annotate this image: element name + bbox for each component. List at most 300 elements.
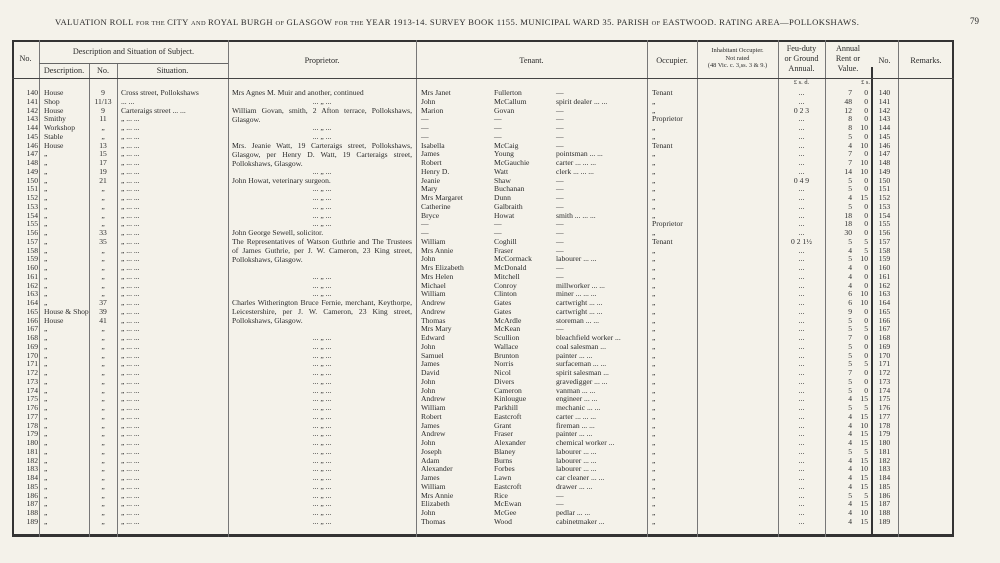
description-cell: House & Shop xyxy=(44,306,89,316)
tenant-occupation: cartwright ... ... xyxy=(556,298,603,307)
feu-duty-cell: ... xyxy=(798,350,805,360)
tenant-occupation: — xyxy=(556,499,564,509)
tenant-surname: Howat xyxy=(494,210,515,220)
rent-shillings-cell: 10 xyxy=(860,158,868,167)
description-cell: „ xyxy=(44,438,48,447)
description-cell: „ xyxy=(44,508,48,517)
occupier-cell: „ xyxy=(652,210,656,220)
rent-pounds-cell: 30 xyxy=(844,228,852,237)
table-row xyxy=(0,132,1000,141)
tenant-surname: Forbes xyxy=(494,464,515,474)
rent-pounds-cell: 12 xyxy=(844,105,852,115)
row-number: 161 xyxy=(26,271,38,281)
tenant-first-name: Samuel xyxy=(421,350,444,360)
rent-pounds-cell: 4 xyxy=(848,481,852,491)
subject-number-cell: 35 xyxy=(99,236,107,246)
tenant-first-name: Mary xyxy=(421,184,438,194)
occupier-cell: „ xyxy=(652,516,656,526)
situation-cell: „ ... ... xyxy=(121,271,140,281)
row-number: 150 xyxy=(26,175,38,185)
description-cell: „ xyxy=(44,446,48,456)
subject-number-cell: „ xyxy=(101,508,105,517)
occupier-cell: „ xyxy=(652,376,656,386)
tenant-surname: Wood xyxy=(494,516,512,526)
header-line: Rent or xyxy=(835,54,861,63)
description-cell: „ xyxy=(44,420,48,430)
rent-shillings-cell: 0 xyxy=(864,341,868,351)
row-number-right: 167 xyxy=(878,324,891,334)
occupier-cell: „ xyxy=(652,175,656,185)
occupier-cell: „ xyxy=(652,481,656,491)
table-row xyxy=(0,517,1000,526)
header-line: Not rated xyxy=(725,54,750,62)
table-row xyxy=(0,368,1000,377)
rent-shillings-cell: 0 xyxy=(864,131,868,141)
header-line: Value. xyxy=(837,64,859,73)
occupier-cell: „ xyxy=(652,131,656,141)
description-cell: „ xyxy=(44,490,48,500)
tenant-surname: Brunton xyxy=(494,350,519,360)
tenant-surname: Blaney xyxy=(494,446,516,456)
tenant-first-name: Marion xyxy=(421,105,444,115)
subject-number-cell: „ xyxy=(101,464,105,474)
description-cell: „ xyxy=(44,394,48,404)
tenant-surname: Lawn xyxy=(494,473,512,482)
row-number-right: 147 xyxy=(878,149,891,159)
situation-cell: „ ... ... xyxy=(121,228,140,237)
tenant-first-name: James xyxy=(421,473,440,482)
tenant-surname: Scullion xyxy=(494,333,520,342)
rent-shillings-cell: 0 xyxy=(864,114,868,124)
subject-number-cell: „ xyxy=(101,359,105,369)
rent-shillings-cell: 0 xyxy=(864,385,868,395)
occupier-cell: „ xyxy=(652,341,656,351)
table-row xyxy=(0,421,1000,430)
tenant-occupation: — xyxy=(556,193,564,202)
row-number-right: 142 xyxy=(878,105,891,115)
proprietor-entry: The Representatives of Watson Guthrie and The Trustees of James Guthrie, per J. W. Cameron, 23 King street, Pollokshaws, Glasgow. xyxy=(232,236,412,264)
table-row xyxy=(0,359,1000,368)
header-line: or Ground xyxy=(784,54,819,63)
subject-number-cell: 33 xyxy=(99,228,107,237)
occupier-cell: „ xyxy=(652,245,656,255)
rent-pounds-cell: 6 xyxy=(848,289,852,299)
tenant-surname: Shaw xyxy=(494,175,511,185)
tenant-surname: Divers xyxy=(494,376,515,386)
tenant-first-name: Alexander xyxy=(421,464,453,474)
header-remarks: Remarks. xyxy=(910,56,942,65)
rent-shillings-cell: 15 xyxy=(860,499,868,509)
table-row xyxy=(0,307,1000,316)
description-cell: „ xyxy=(44,254,48,264)
proprietor-ditto-cell: ... „ ... xyxy=(312,219,332,229)
occupier-cell: „ xyxy=(652,359,656,369)
feu-duty-cell: ... xyxy=(798,473,805,482)
subject-number-cell: „ xyxy=(101,429,105,439)
table-row xyxy=(0,491,1000,500)
row-number-right: 149 xyxy=(878,166,891,176)
tenant-first-name: William xyxy=(421,289,446,299)
tenant-surname: — xyxy=(494,228,502,237)
feu-duty-cell: ... xyxy=(798,490,805,500)
occupier-cell: „ xyxy=(652,473,656,482)
tenant-occupation: — xyxy=(556,219,564,229)
situation-cell: „ ... ... xyxy=(121,219,140,229)
description-cell: „ xyxy=(44,263,48,272)
description-cell: „ xyxy=(44,289,48,299)
occupier-cell: „ xyxy=(652,263,656,272)
proprietor-entry: Charles Witherington Bruce Fernie, merchant, Keythorpe, Leicestershire, per J. W. Cameron, 23 King street, Pollokshaws, Glasgow. xyxy=(232,298,412,325)
subject-number-cell: „ xyxy=(101,324,105,334)
tenant-first-name: — xyxy=(421,131,429,141)
row-number-right: 184 xyxy=(878,473,891,482)
occupier-cell: „ xyxy=(652,446,656,456)
situation-cell: „ ... ... xyxy=(121,306,140,316)
subject-number-cell: „ xyxy=(101,455,105,465)
tenant-occupation: millworker ... ... xyxy=(556,280,605,290)
description-cell: „ xyxy=(44,481,48,491)
tenant-occupation: chemical worker ... xyxy=(556,438,615,447)
description-cell: „ xyxy=(44,298,48,307)
table-row xyxy=(0,158,1000,167)
tenant-surname: Fraser xyxy=(494,245,513,255)
rent-shillings-cell: 0 xyxy=(864,368,868,377)
rent-pounds-cell: 4 xyxy=(848,394,852,404)
situation-cell: „ ... ... xyxy=(121,368,140,377)
rent-shillings-cell: 0 xyxy=(864,96,868,106)
tenant-first-name: Thomas xyxy=(421,516,446,526)
situation-cell: ... ... xyxy=(121,96,135,106)
table-row xyxy=(0,386,1000,395)
feu-duty-cell: ... xyxy=(798,324,805,334)
description-cell: „ xyxy=(44,271,48,281)
proprietor-ditto-cell: ... „ ... xyxy=(312,394,332,404)
tenant-surname: Eastcroft xyxy=(494,411,522,421)
occupier-cell: „ xyxy=(652,105,656,115)
row-number-right: 179 xyxy=(878,429,891,439)
description-cell: „ xyxy=(44,516,48,526)
tenant-occupation: carter ... ... ... xyxy=(556,411,597,421)
rent-shillings-cell: 0 xyxy=(864,350,868,360)
title-part: ROYAL BURGH xyxy=(208,17,276,27)
table-row xyxy=(0,298,1000,307)
proprietor-ditto-cell: ... „ ... xyxy=(312,446,332,456)
row-number: 140 xyxy=(26,88,38,97)
rent-pounds-cell: 4 xyxy=(848,193,852,202)
header-annual-rent xyxy=(825,44,871,74)
feu-duty-cell: ... xyxy=(798,499,805,509)
rent-shillings-cell: 0 xyxy=(864,228,868,237)
tenant-first-name: Joseph xyxy=(421,446,442,456)
row-number-right: 183 xyxy=(878,464,891,474)
subject-number-cell: „ xyxy=(101,123,105,132)
rent-pounds-cell: 5 xyxy=(848,376,852,386)
row-number: 162 xyxy=(26,280,38,290)
tenant-surname: McCormack xyxy=(494,254,532,264)
feu-duty-cell: ... xyxy=(798,158,805,167)
title-part: AND xyxy=(190,20,209,27)
table-row xyxy=(0,219,1000,228)
rent-pounds-cell: 4 xyxy=(848,271,852,281)
rent-shillings-cell: 0 xyxy=(864,263,868,272)
row-number-right: 150 xyxy=(878,175,891,185)
tenant-occupation: pointsman ... ... xyxy=(556,149,603,159)
tenant-surname: Nicol xyxy=(494,368,511,377)
description-cell: „ xyxy=(44,175,48,185)
feu-units: £ s. d. xyxy=(793,79,810,86)
header-description: Description. xyxy=(43,66,85,75)
occupier-cell: „ xyxy=(652,166,656,176)
proprietor-ditto-cell: ... „ ... xyxy=(312,508,332,517)
tenant-first-name: John xyxy=(421,341,436,351)
table-row xyxy=(0,377,1000,386)
feu-duty-cell: ... xyxy=(798,193,805,202)
tenant-first-name: Catherine xyxy=(421,201,451,211)
row-number: 166 xyxy=(26,315,38,325)
row-number-right: 164 xyxy=(878,298,891,307)
tenant-surname: McCallum xyxy=(494,96,527,106)
header-line: (48 Vic. c. 3,ss. 3 & 9.) xyxy=(707,62,768,70)
occupier-cell: „ xyxy=(652,464,656,474)
tenant-surname: Wallace xyxy=(494,341,519,351)
feu-duty-cell: ... xyxy=(798,420,805,430)
feu-duty-cell: ... xyxy=(798,368,805,377)
tenant-occupation: labourer ... ... xyxy=(556,254,597,264)
rent-shillings-cell: 0 xyxy=(864,315,868,325)
description-cell: „ xyxy=(44,385,48,395)
tenant-surname: — xyxy=(494,131,502,141)
tenant-first-name: Michael xyxy=(421,280,446,290)
table-row xyxy=(0,473,1000,482)
situation-cell: „ ... ... xyxy=(121,420,140,430)
rent-shillings-cell: 0 xyxy=(864,210,868,220)
subject-number-cell: „ xyxy=(101,193,105,202)
subject-number-cell: „ xyxy=(101,368,105,377)
tenant-surname: Dunn xyxy=(494,193,511,202)
table-row xyxy=(0,141,1000,150)
situation-cell: „ ... ... xyxy=(121,201,140,211)
tenant-occupation: — xyxy=(556,236,564,246)
rent-pounds-cell: 8 xyxy=(848,123,852,132)
rent-shillings-cell: 15 xyxy=(860,394,868,404)
row-number: 146 xyxy=(26,140,38,150)
tenant-first-name: Henry D. xyxy=(421,166,450,176)
row-number: 173 xyxy=(26,376,38,386)
description-cell: „ xyxy=(44,324,48,334)
situation-cell: „ ... ... xyxy=(121,149,140,159)
feu-duty-cell: ... xyxy=(798,254,805,264)
tenant-surname: Young xyxy=(494,149,514,159)
row-number: 152 xyxy=(26,193,38,202)
description-cell: „ xyxy=(44,166,48,176)
tenant-first-name: Mrs Elizabeth xyxy=(421,263,464,272)
row-number-right: 170 xyxy=(878,350,891,360)
table-row xyxy=(0,456,1000,465)
tenant-surname: Grant xyxy=(494,420,512,430)
situation-cell: „ ... ... xyxy=(121,341,140,351)
situation-cell: „ ... ... xyxy=(121,114,140,124)
situation-cell: „ ... ... xyxy=(121,385,140,395)
occupier-cell: „ xyxy=(652,123,656,132)
rent-shillings-cell: 5 xyxy=(864,245,868,255)
rent-pounds-cell: 5 xyxy=(848,350,852,360)
feu-duty-cell: ... xyxy=(798,245,805,255)
proprietor-ditto-cell: ... „ ... xyxy=(312,438,332,447)
description-cell: Shop xyxy=(44,96,60,106)
feu-duty-cell: ... xyxy=(798,385,805,395)
rent-shillings-cell: 0 xyxy=(864,376,868,386)
rent-shillings-cell: 15 xyxy=(860,481,868,491)
tenant-surname: Govan xyxy=(494,105,515,115)
tenant-first-name: Mrs Annie xyxy=(421,490,454,500)
row-number-right: 151 xyxy=(878,184,891,194)
rent-pounds-cell: 7 xyxy=(848,149,852,159)
rent-pounds-cell: 7 xyxy=(848,88,852,97)
table-row xyxy=(0,149,1000,158)
rent-pounds-cell: 7 xyxy=(848,333,852,342)
description-cell: „ xyxy=(44,350,48,360)
row-number: 154 xyxy=(26,210,38,220)
row-number: 174 xyxy=(26,385,38,395)
table-row xyxy=(0,228,1000,237)
situation-cell: „ ... ... xyxy=(121,403,140,412)
row-number: 167 xyxy=(26,324,38,334)
situation-cell: „ ... ... xyxy=(121,166,140,176)
rent-pounds-cell: 7 xyxy=(848,158,852,167)
tenant-occupation: mechanic ... ... xyxy=(556,403,601,412)
tenant-occupation: spirit dealer ... ... xyxy=(556,96,608,106)
tenant-first-name: William xyxy=(421,236,446,246)
situation-cell: „ ... ... xyxy=(121,333,140,342)
subject-number-cell: „ xyxy=(101,263,105,272)
header-line: Inhabitant Occupier. xyxy=(711,47,764,54)
tenant-surname: Eastcroft xyxy=(494,481,522,491)
rent-shillings-cell: 10 xyxy=(860,298,868,307)
situation-cell: „ ... ... xyxy=(121,324,140,334)
rent-shillings-cell: 10 xyxy=(860,254,868,264)
feu-duty-cell: ... xyxy=(798,446,805,456)
tenant-first-name: William xyxy=(421,403,446,412)
situation-cell: „ ... ... xyxy=(121,140,140,150)
description-cell: „ xyxy=(44,368,48,377)
row-number: 172 xyxy=(26,368,38,377)
rent-pounds-cell: 5 xyxy=(848,385,852,395)
title-part: EASTWOOD. RATING AREA—POLLOKSHAWS. xyxy=(662,17,860,27)
description-cell: „ xyxy=(44,236,48,246)
proprietor-entry: John Howat, veterinary surgeon. xyxy=(232,175,331,185)
title-part: FOR THE xyxy=(135,20,168,27)
row-number-right: 182 xyxy=(878,455,891,465)
rent-shillings-cell: 0 xyxy=(864,333,868,342)
tenant-surname: Cameron xyxy=(494,385,522,395)
rent-shillings-cell: 5 xyxy=(864,359,868,369)
occupier-cell: „ xyxy=(652,280,656,290)
description-cell: House xyxy=(44,88,64,97)
header-feu-duty xyxy=(778,44,825,74)
occupier-cell: „ xyxy=(652,385,656,395)
proprietor-ditto-cell: ... „ ... xyxy=(312,429,332,439)
rent-shillings-cell: 10 xyxy=(860,123,868,132)
situation-cell: „ ... ... xyxy=(121,429,140,439)
tenant-surname: McGauchie xyxy=(494,158,530,167)
tenant-occupation: smith ... ... ... xyxy=(556,210,596,220)
table-row xyxy=(0,333,1000,342)
situation-cell: „ ... ... xyxy=(121,438,140,447)
row-number-right: 144 xyxy=(878,123,891,132)
table-row xyxy=(0,464,1000,473)
rent-pounds-cell: 4 xyxy=(848,280,852,290)
tenant-occupation: — xyxy=(556,114,564,124)
rent-shillings-cell: 0 xyxy=(864,88,868,97)
proprietor-ditto-cell: ... „ ... xyxy=(312,376,332,386)
occupier-cell: „ xyxy=(652,254,656,264)
description-cell: „ xyxy=(44,193,48,202)
row-number: 187 xyxy=(26,499,38,509)
tenant-occupation: — xyxy=(556,263,564,272)
description-cell: House xyxy=(44,105,64,115)
situation-cell: „ ... ... xyxy=(121,516,140,526)
proprietor-entry: Mrs Agnes M. Muir and another, continued xyxy=(232,88,364,97)
subject-number-cell: „ xyxy=(101,403,105,412)
rent-pounds-cell: 5 xyxy=(848,446,852,456)
feu-duty-cell: ... xyxy=(798,411,805,421)
rent-pounds-cell: 14 xyxy=(844,166,852,176)
row-number: 157 xyxy=(26,236,38,246)
row-number-right: 188 xyxy=(878,508,891,517)
description-cell: Smithy xyxy=(44,114,66,124)
occupier-cell: „ xyxy=(652,201,656,211)
rent-pounds-cell: 4 xyxy=(848,420,852,430)
tenant-first-name: David xyxy=(421,368,440,377)
row-number-right: 172 xyxy=(878,368,891,377)
subject-number-cell: 13 xyxy=(99,140,107,150)
table-row xyxy=(0,167,1000,176)
title-part: YEAR 1913-14. SURVEY BOOK 1155. MUNICIPAL WARD 35. PARISH xyxy=(365,17,652,27)
occupier-cell: „ xyxy=(652,289,656,299)
tenant-occupation: fireman ... ... xyxy=(556,420,595,430)
subject-number-cell: „ xyxy=(101,131,105,141)
tenant-first-name: William xyxy=(421,481,446,491)
rent-shillings-cell: 0 xyxy=(864,219,868,229)
proprietor-ditto-cell: ... „ ... xyxy=(312,490,332,500)
rent-pounds-cell: 4 xyxy=(848,516,852,526)
tenant-surname: Mitchell xyxy=(494,271,520,281)
header-line: Annual. xyxy=(788,64,815,73)
row-number-right: 175 xyxy=(878,394,891,404)
table-row xyxy=(0,97,1000,106)
row-number: 163 xyxy=(26,289,38,299)
tenant-surname: Galbraith xyxy=(494,201,523,211)
proprietor-ditto-cell: ... „ ... xyxy=(312,289,332,299)
row-number-right: 171 xyxy=(878,359,891,369)
feu-duty-cell: ... xyxy=(798,394,805,404)
situation-cell: „ ... ... xyxy=(121,131,140,141)
row-number-right: 187 xyxy=(878,499,891,509)
table-row xyxy=(0,106,1000,115)
tenant-surname: Conroy xyxy=(494,280,517,290)
feu-duty-cell: ... xyxy=(798,464,805,474)
situation-cell: „ ... ... xyxy=(121,158,140,167)
header-tenant: Tenant. xyxy=(519,56,544,65)
subject-number-cell: „ xyxy=(101,411,105,421)
table-row xyxy=(0,508,1000,517)
proprietor-ditto-cell: ... „ ... xyxy=(312,271,332,281)
tenant-occupation: labourer ... ... xyxy=(556,464,597,474)
subject-number-cell: 37 xyxy=(99,298,107,307)
proprietor-ditto-cell: ... „ ... xyxy=(312,368,332,377)
tenant-occupation: cabinetmaker ... xyxy=(556,516,605,526)
subject-number-cell: 41 xyxy=(99,315,107,325)
